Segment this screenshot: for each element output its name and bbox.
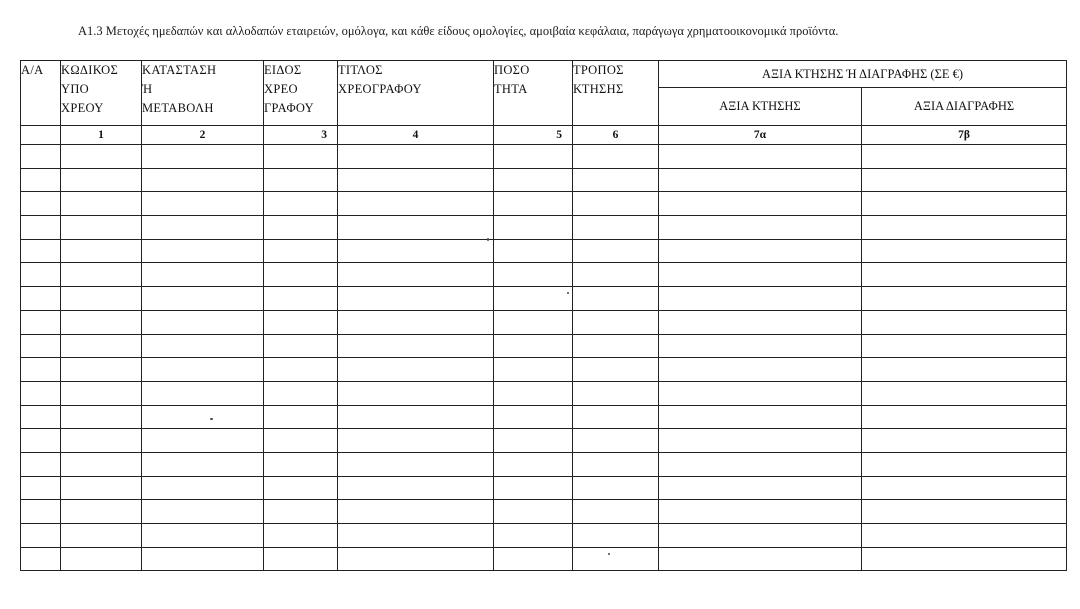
col-group-value: ΑΞΙΑ ΚΤΗΣΗΣ Ή ΔΙΑΓΡΑΦΗΣ (ΣΕ €) bbox=[659, 61, 1067, 88]
cell-security-title[interactable] bbox=[338, 405, 494, 429]
cell-writeoff-value[interactable] bbox=[862, 310, 1067, 334]
cell-quantity[interactable] bbox=[494, 452, 573, 476]
cell-acquisition-method[interactable] bbox=[573, 216, 659, 240]
cell-code[interactable] bbox=[61, 452, 142, 476]
cell-aa[interactable] bbox=[21, 310, 61, 334]
cell-code[interactable] bbox=[61, 547, 142, 571]
col-number-writeoff-value: 7β bbox=[862, 126, 1067, 145]
table-row bbox=[21, 429, 1067, 453]
cell-quantity[interactable] bbox=[494, 145, 573, 169]
cell-security-title[interactable] bbox=[338, 263, 494, 287]
cell-writeoff-value[interactable] bbox=[862, 405, 1067, 429]
table-row bbox=[21, 192, 1067, 216]
cell-code[interactable] bbox=[61, 287, 142, 311]
cell-status[interactable] bbox=[142, 452, 264, 476]
cell-status[interactable] bbox=[142, 239, 264, 263]
cell-code[interactable] bbox=[61, 405, 142, 429]
table-row bbox=[21, 405, 1067, 429]
table-row bbox=[21, 476, 1067, 500]
cell-status[interactable] bbox=[142, 500, 264, 524]
cell-acquisition-method[interactable] bbox=[573, 287, 659, 311]
cell-aa[interactable] bbox=[21, 405, 61, 429]
cell-writeoff-value[interactable] bbox=[862, 476, 1067, 500]
cell-code[interactable] bbox=[61, 524, 142, 548]
cell-writeoff-value[interactable] bbox=[862, 192, 1067, 216]
cell-acquisition-method[interactable] bbox=[573, 452, 659, 476]
cell-security-title[interactable] bbox=[338, 381, 494, 405]
cell-acquisition-value[interactable] bbox=[659, 524, 862, 548]
cell-security-title[interactable] bbox=[338, 145, 494, 169]
cell-quantity[interactable] bbox=[494, 334, 573, 358]
cell-acquisition-value[interactable] bbox=[659, 287, 862, 311]
col-header-code: ΚΩΔΙΚΟΣ ΥΠΟ ΧΡΕΟΥ bbox=[61, 61, 142, 126]
cell-quantity[interactable] bbox=[494, 524, 573, 548]
cell-acquisition-value[interactable] bbox=[659, 239, 862, 263]
cell-aa[interactable] bbox=[21, 500, 61, 524]
col-header-writeoff-value: ΑΞΙΑ ΔΙΑΓΡΑΦΗΣ bbox=[862, 88, 1067, 126]
cell-writeoff-value[interactable] bbox=[862, 263, 1067, 287]
cell-security-title[interactable] bbox=[338, 358, 494, 382]
cell-security-title[interactable] bbox=[338, 192, 494, 216]
col-header-acquisition-method: ΤΡΟΠΟΣ ΚΤΗΣΗΣ bbox=[573, 61, 659, 126]
cell-status[interactable] bbox=[142, 476, 264, 500]
cell-type[interactable] bbox=[264, 405, 338, 429]
cell-acquisition-value[interactable] bbox=[659, 405, 862, 429]
cell-aa[interactable] bbox=[21, 192, 61, 216]
table-row bbox=[21, 216, 1067, 240]
cell-quantity[interactable] bbox=[494, 239, 573, 263]
cell-status[interactable] bbox=[142, 287, 264, 311]
cell-aa[interactable] bbox=[21, 524, 61, 548]
cell-acquisition-method[interactable] bbox=[573, 145, 659, 169]
cell-quantity[interactable] bbox=[494, 500, 573, 524]
cell-aa[interactable] bbox=[21, 263, 61, 287]
cell-writeoff-value[interactable] bbox=[862, 524, 1067, 548]
col-header-quantity: ΠΟΣΟ ΤΗΤΑ bbox=[494, 61, 573, 126]
col-number-code: 1 bbox=[61, 126, 142, 145]
cell-security-title[interactable] bbox=[338, 216, 494, 240]
cell-acquisition-value[interactable] bbox=[659, 168, 862, 192]
table-row bbox=[21, 381, 1067, 405]
cell-security-title[interactable] bbox=[338, 429, 494, 453]
cell-security-title[interactable] bbox=[338, 310, 494, 334]
cell-status[interactable] bbox=[142, 405, 264, 429]
col-number-status: 2 bbox=[142, 126, 264, 145]
cell-status[interactable] bbox=[142, 358, 264, 382]
cell-type[interactable] bbox=[264, 334, 338, 358]
cell-acquisition-value[interactable] bbox=[659, 381, 862, 405]
cell-quantity[interactable] bbox=[494, 429, 573, 453]
cell-code[interactable] bbox=[61, 500, 142, 524]
table-row bbox=[21, 524, 1067, 548]
cell-code[interactable] bbox=[61, 239, 142, 263]
cell-status[interactable] bbox=[142, 192, 264, 216]
table-row bbox=[21, 334, 1067, 358]
cell-writeoff-value[interactable] bbox=[862, 216, 1067, 240]
cell-status[interactable] bbox=[142, 168, 264, 192]
cell-aa[interactable] bbox=[21, 168, 61, 192]
cell-code[interactable] bbox=[61, 145, 142, 169]
cell-status[interactable] bbox=[142, 216, 264, 240]
cell-writeoff-value[interactable] bbox=[862, 429, 1067, 453]
table-row bbox=[21, 145, 1067, 169]
cell-acquisition-value[interactable] bbox=[659, 429, 862, 453]
cell-quantity[interactable] bbox=[494, 263, 573, 287]
securities-table bbox=[20, 60, 1067, 571]
table-row bbox=[21, 547, 1067, 571]
cell-aa[interactable] bbox=[21, 429, 61, 453]
table-row bbox=[21, 452, 1067, 476]
cell-type[interactable] bbox=[264, 358, 338, 382]
cell-acquisition-value[interactable] bbox=[659, 145, 862, 169]
cell-quantity[interactable] bbox=[494, 216, 573, 240]
cell-status[interactable] bbox=[142, 381, 264, 405]
cell-acquisition-value[interactable] bbox=[659, 310, 862, 334]
cell-code[interactable] bbox=[61, 310, 142, 334]
cell-type[interactable] bbox=[264, 547, 338, 571]
cell-acquisition-value[interactable] bbox=[659, 334, 862, 358]
cell-acquisition-method[interactable] bbox=[573, 547, 659, 571]
table-row bbox=[21, 168, 1067, 192]
table-row bbox=[21, 239, 1067, 263]
cell-type[interactable] bbox=[264, 263, 338, 287]
cell-acquisition-value[interactable] bbox=[659, 358, 862, 382]
cell-security-title[interactable] bbox=[338, 476, 494, 500]
cell-type[interactable] bbox=[264, 381, 338, 405]
cell-type[interactable] bbox=[264, 476, 338, 500]
col-number-acquisition-method: 6 bbox=[573, 126, 659, 145]
cell-aa[interactable] bbox=[21, 287, 61, 311]
cell-quantity[interactable] bbox=[494, 405, 573, 429]
cell-aa[interactable] bbox=[21, 216, 61, 240]
cell-code[interactable] bbox=[61, 216, 142, 240]
cell-security-title[interactable] bbox=[338, 334, 494, 358]
cell-security-title[interactable] bbox=[338, 452, 494, 476]
cell-security-title[interactable] bbox=[338, 547, 494, 571]
cell-code[interactable] bbox=[61, 263, 142, 287]
cell-quantity[interactable] bbox=[494, 168, 573, 192]
cell-writeoff-value[interactable] bbox=[862, 358, 1067, 382]
cell-type[interactable] bbox=[264, 310, 338, 334]
cell-security-title[interactable] bbox=[338, 500, 494, 524]
cell-type[interactable] bbox=[264, 524, 338, 548]
cell-status[interactable] bbox=[142, 263, 264, 287]
cell-acquisition-method[interactable] bbox=[573, 192, 659, 216]
cell-type[interactable] bbox=[264, 168, 338, 192]
cell-aa[interactable] bbox=[21, 381, 61, 405]
cell-acquisition-value[interactable] bbox=[659, 476, 862, 500]
cell-acquisition-method[interactable] bbox=[573, 476, 659, 500]
cell-writeoff-value[interactable] bbox=[862, 168, 1067, 192]
cell-acquisition-method[interactable] bbox=[573, 524, 659, 548]
cell-code[interactable] bbox=[61, 334, 142, 358]
cell-writeoff-value[interactable] bbox=[862, 381, 1067, 405]
cell-acquisition-method[interactable] bbox=[573, 429, 659, 453]
cell-code[interactable] bbox=[61, 358, 142, 382]
cell-quantity[interactable] bbox=[494, 381, 573, 405]
cell-type[interactable] bbox=[264, 500, 338, 524]
cell-security-title[interactable] bbox=[338, 287, 494, 311]
col-number-acquisition-value: 7α bbox=[659, 126, 862, 145]
cell-acquisition-value[interactable] bbox=[659, 500, 862, 524]
scan-speck bbox=[567, 292, 569, 294]
scan-speck bbox=[210, 418, 213, 420]
cell-code[interactable] bbox=[61, 381, 142, 405]
cell-type[interactable] bbox=[264, 452, 338, 476]
cell-aa[interactable] bbox=[21, 358, 61, 382]
form-section-title: Α1.3 Μετοχές ημεδαπών και αλλοδαπών εταιρειών, ομόλογα, και κάθε είδους ομολογίες, αμοιβαία κεφάλαια, παράγωγα χρηματοοικονομικά προϊόντα. bbox=[78, 24, 839, 38]
cell-code[interactable] bbox=[61, 429, 142, 453]
table-row bbox=[21, 263, 1067, 287]
cell-acquisition-method[interactable] bbox=[573, 358, 659, 382]
cell-writeoff-value[interactable] bbox=[862, 452, 1067, 476]
cell-acquisition-value[interactable] bbox=[659, 192, 862, 216]
cell-code[interactable] bbox=[61, 168, 142, 192]
cell-status[interactable] bbox=[142, 547, 264, 571]
cell-quantity[interactable] bbox=[494, 192, 573, 216]
cell-type[interactable] bbox=[264, 429, 338, 453]
cell-aa[interactable] bbox=[21, 547, 61, 571]
scan-speck bbox=[608, 553, 610, 555]
scan-speck bbox=[487, 238, 489, 241]
cell-type[interactable] bbox=[264, 192, 338, 216]
table-row bbox=[21, 358, 1067, 382]
cell-code[interactable] bbox=[61, 192, 142, 216]
cell-acquisition-method[interactable] bbox=[573, 263, 659, 287]
cell-aa[interactable] bbox=[21, 334, 61, 358]
col-number-type: 3 bbox=[264, 126, 338, 145]
cell-status[interactable] bbox=[142, 429, 264, 453]
col-header-status: ΚΑΤΑΣΤΑΣΗ Ή ΜΕΤΑΒΟΛΗ bbox=[142, 61, 264, 126]
cell-writeoff-value[interactable] bbox=[862, 239, 1067, 263]
cell-quantity[interactable] bbox=[494, 310, 573, 334]
cell-security-title[interactable] bbox=[338, 168, 494, 192]
col-header-type: ΕΙΔΟΣ ΧΡΕΟ ΓΡΑΦΟΥ bbox=[264, 61, 338, 126]
cell-writeoff-value[interactable] bbox=[862, 334, 1067, 358]
table-row bbox=[21, 310, 1067, 334]
cell-acquisition-method[interactable] bbox=[573, 334, 659, 358]
cell-writeoff-value[interactable] bbox=[862, 547, 1067, 571]
cell-status[interactable] bbox=[142, 145, 264, 169]
cell-acquisition-method[interactable] bbox=[573, 310, 659, 334]
cell-quantity[interactable] bbox=[494, 358, 573, 382]
cell-security-title[interactable] bbox=[338, 524, 494, 548]
cell-quantity[interactable] bbox=[494, 547, 573, 571]
table-row bbox=[21, 500, 1067, 524]
cell-security-title[interactable] bbox=[338, 239, 494, 263]
col-number-security-title: 4 bbox=[338, 126, 494, 145]
cell-acquisition-method[interactable] bbox=[573, 168, 659, 192]
cell-aa[interactable] bbox=[21, 452, 61, 476]
cell-acquisition-value[interactable] bbox=[659, 216, 862, 240]
cell-type[interactable] bbox=[264, 216, 338, 240]
header-row bbox=[21, 61, 1067, 88]
cell-writeoff-value[interactable] bbox=[862, 145, 1067, 169]
col-number-aa bbox=[21, 126, 61, 145]
cell-acquisition-value[interactable] bbox=[659, 263, 862, 287]
col-number-quantity: 5 bbox=[494, 126, 573, 145]
cell-quantity[interactable] bbox=[494, 476, 573, 500]
cell-type[interactable] bbox=[264, 239, 338, 263]
cell-quantity[interactable] bbox=[494, 287, 573, 311]
cell-acquisition-value[interactable] bbox=[659, 452, 862, 476]
cell-acquisition-method[interactable] bbox=[573, 500, 659, 524]
cell-type[interactable] bbox=[264, 287, 338, 311]
cell-status[interactable] bbox=[142, 310, 264, 334]
col-header-security-title: ΤΙΤΛΟΣ ΧΡΕΟΓΡΑΦΟΥ bbox=[338, 61, 494, 126]
cell-aa[interactable] bbox=[21, 239, 61, 263]
cell-code[interactable] bbox=[61, 476, 142, 500]
cell-type[interactable] bbox=[264, 145, 338, 169]
col-header-aa: Α/Α bbox=[21, 61, 61, 126]
column-number-row bbox=[21, 126, 1067, 145]
cell-acquisition-value[interactable] bbox=[659, 547, 862, 571]
cell-writeoff-value[interactable] bbox=[862, 287, 1067, 311]
cell-acquisition-method[interactable] bbox=[573, 405, 659, 429]
cell-acquisition-method[interactable] bbox=[573, 239, 659, 263]
cell-status[interactable] bbox=[142, 334, 264, 358]
cell-writeoff-value[interactable] bbox=[862, 500, 1067, 524]
cell-aa[interactable] bbox=[21, 145, 61, 169]
cell-acquisition-method[interactable] bbox=[573, 381, 659, 405]
cell-aa[interactable] bbox=[21, 476, 61, 500]
table-row bbox=[21, 287, 1067, 311]
cell-status[interactable] bbox=[142, 524, 264, 548]
col-header-acquisition-value: ΑΞΙΑ ΚΤΗΣΗΣ bbox=[659, 88, 862, 126]
